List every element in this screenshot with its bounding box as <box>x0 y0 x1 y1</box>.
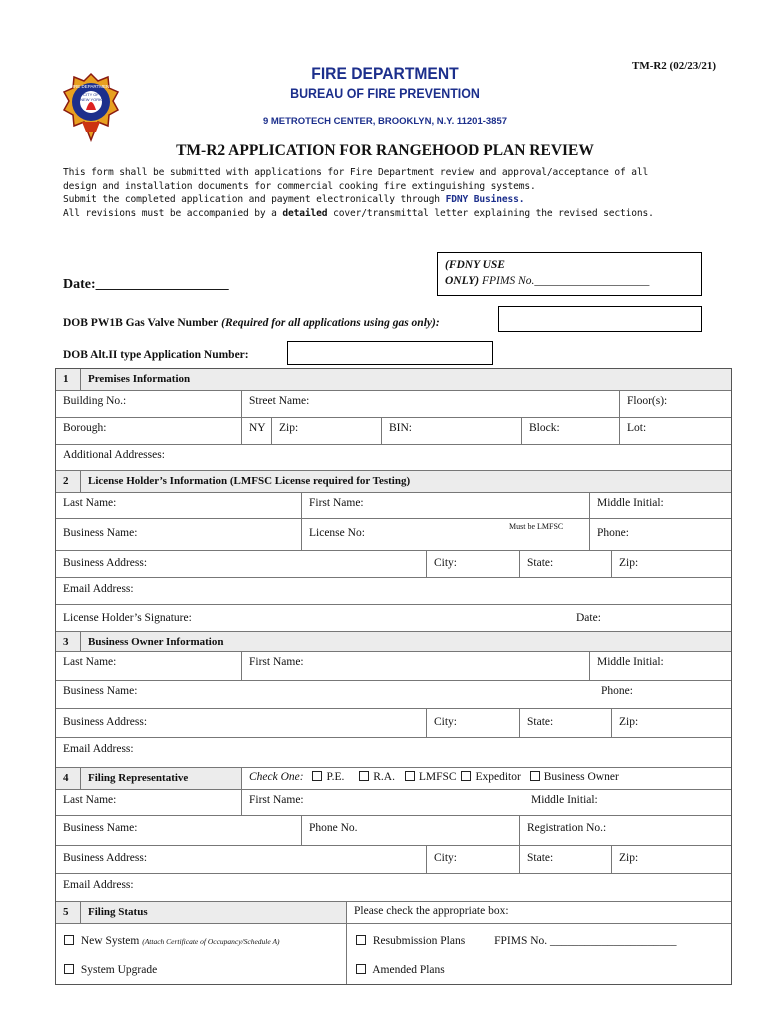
logo-text-ny: NEW YORK <box>80 97 102 102</box>
email-field[interactable]: Email Address: <box>63 743 134 755</box>
business-name-field[interactable]: Business Name: <box>63 527 138 539</box>
form-row <box>56 874 731 902</box>
section-3-header <box>56 632 731 652</box>
zip-field[interactable]: Zip: <box>611 551 731 577</box>
form-row <box>56 605 731 632</box>
date-field[interactable]: Date:___________________ <box>63 277 229 292</box>
signature-date-field[interactable]: Date: <box>576 612 601 624</box>
form-row <box>56 391 731 418</box>
section-title: License Holder’s Information (LMFSC License required for Testing) <box>80 471 416 492</box>
floors-field[interactable]: Floor(s): <box>619 391 731 417</box>
check-one-label: Check One: <box>249 771 304 783</box>
state-field[interactable]: State: <box>519 551 611 577</box>
section-title: Business Owner Information <box>80 632 229 651</box>
intro-line-3-text: Submit the completed application and payment electronically through <box>63 194 446 206</box>
section-number: 3 <box>63 636 69 648</box>
borough-field[interactable]: Borough: <box>63 422 107 434</box>
bureau-heading: BUREAU OF FIRE PREVENTION <box>290 86 480 101</box>
section-4-header <box>56 768 731 790</box>
email-field[interactable]: Email Address: <box>63 879 134 891</box>
section-number: 1 <box>63 373 69 385</box>
intro-line-3 <box>63 193 713 207</box>
middle-initial-field[interactable]: Middle Initial: <box>589 493 731 518</box>
city-field[interactable]: City: <box>426 709 519 737</box>
intro-line-4-post: cover/transmittal letter explaining the revised sections. <box>327 207 654 219</box>
form-row <box>56 681 731 709</box>
license-no-field[interactable] <box>301 519 589 550</box>
alt2-label: DOB Alt.II type Application Number: <box>63 349 249 361</box>
amended-option[interactable] <box>346 954 731 984</box>
email-field[interactable]: Email Address: <box>63 583 134 595</box>
fdny-only-label: ONLY) <box>445 275 480 287</box>
phone-field[interactable]: Phone: <box>589 519 731 550</box>
section-title: Filing Representative <box>80 768 241 789</box>
last-name-field[interactable]: Last Name: <box>63 656 117 668</box>
registration-no-field[interactable]: Registration No.: <box>519 816 731 845</box>
new-system-label: New System <box>80 935 140 947</box>
signature-field[interactable]: License Holder’s Signature: <box>63 612 192 624</box>
first-name-field[interactable]: First Name: <box>301 493 589 518</box>
business-name-field[interactable]: Business Name: <box>63 822 138 834</box>
zip-field[interactable]: Zip: <box>611 709 731 737</box>
checkbox-amended[interactable] <box>356 964 366 974</box>
form-row <box>56 816 731 846</box>
form-code: TM-R2 (02/23/21) <box>631 60 716 72</box>
form-row <box>56 578 731 605</box>
business-address-field[interactable]: Business Address: <box>63 852 148 864</box>
system-upgrade-option[interactable] <box>56 954 346 984</box>
gas-valve-input[interactable] <box>498 306 702 332</box>
option-business-owner-label: Business Owner <box>543 771 619 783</box>
section-5-header <box>56 902 731 924</box>
section-title: Premises Information <box>80 369 196 390</box>
form-row <box>56 493 731 519</box>
form-row <box>56 551 731 578</box>
filing-status-instruction: Please check the appropriate box: <box>346 902 731 923</box>
application-form <box>55 368 732 985</box>
middle-initial-field[interactable]: Middle Initial: <box>531 794 598 806</box>
checkbox-ra[interactable] <box>359 771 369 781</box>
amended-label: Amended Plans <box>372 964 445 976</box>
block-field[interactable]: Block: <box>521 418 619 444</box>
phone-field[interactable]: Phone: <box>601 685 633 697</box>
form-title: TM-R2 APPLICATION FOR RANGEHOOD PLAN REVIEW <box>176 142 594 159</box>
intro-line-4-pre: All revisions must be accompanied by a <box>63 207 283 219</box>
checkbox-business-owner[interactable] <box>530 771 540 781</box>
state-field[interactable]: State: <box>519 709 611 737</box>
business-address-field[interactable]: Business Address: <box>63 716 148 728</box>
intro-line-4 <box>63 207 713 221</box>
section-1-header <box>56 369 731 391</box>
filing-status-options <box>56 924 731 984</box>
checkbox-system-upgrade[interactable] <box>64 964 74 974</box>
logo-text-city: CITY OF <box>83 92 99 97</box>
middle-initial-field[interactable]: Middle Initial: <box>589 652 731 680</box>
gas-valve-note: (Required for all applications using gas only): <box>218 317 440 329</box>
gas-valve-label <box>63 317 440 329</box>
intro-line-1: This form shall be submitted with applications for Fire Department review and approval/acceptance of all <box>63 167 649 178</box>
license-note: Must be LMFSC <box>509 522 564 531</box>
representative-type-options <box>241 768 731 789</box>
logo-text-top: FIRE DEPARTMENT <box>69 84 113 89</box>
checkbox-new-system[interactable] <box>64 935 74 945</box>
zip-field[interactable]: Zip: <box>611 846 731 873</box>
bin-field[interactable]: BIN: <box>381 418 521 444</box>
form-row <box>56 790 731 816</box>
resubmission-option[interactable] <box>346 924 731 954</box>
city-field[interactable]: City: <box>426 846 519 873</box>
fdny-use-label: (FDNY USE <box>445 259 505 271</box>
system-upgrade-label: System Upgrade <box>80 964 158 976</box>
section-title: Filing Status <box>80 902 346 923</box>
department-heading: FIRE DEPARTMENT <box>311 64 459 83</box>
option-lmfsc-label: LMFSC <box>418 771 457 783</box>
form-row <box>56 445 731 471</box>
section-number: 4 <box>56 768 80 789</box>
street-name-field[interactable]: Street Name: <box>241 391 619 417</box>
first-name-field[interactable]: First Name: <box>241 652 589 680</box>
option-pe-label: P.E. <box>326 771 345 783</box>
section-number: 2 <box>63 475 69 487</box>
option-ra-label: R.A. <box>373 771 395 783</box>
phone-no-field[interactable]: Phone No. <box>301 816 519 845</box>
section-number: 5 <box>56 902 80 923</box>
intro-text <box>63 166 713 220</box>
license-no-label: License No: <box>309 527 365 539</box>
building-no-field[interactable]: Building No.: <box>63 395 127 407</box>
checkbox-resubmission[interactable] <box>356 935 366 945</box>
form-row <box>56 709 731 738</box>
checkbox-pe[interactable] <box>312 771 322 781</box>
additional-addresses-field[interactable]: Additional Addresses: <box>63 449 165 461</box>
resubmission-label: Resubmission Plans <box>372 935 466 947</box>
intro-line-4-bold: detailed <box>282 207 328 219</box>
fdny-use-box <box>437 252 702 296</box>
state-ny-label: NY <box>241 418 271 444</box>
business-name-field[interactable]: Business Name: <box>63 685 138 697</box>
new-system-note: (Attach Certificate of Occupancy/Schedule A) <box>142 937 280 946</box>
form-row <box>56 519 731 551</box>
form-row <box>56 846 731 874</box>
last-name-field[interactable]: Last Name: <box>63 497 117 509</box>
option-expeditor-label: Expeditor <box>475 771 521 783</box>
fpims-field[interactable]: FPIMS No. ______________________ <box>494 935 677 947</box>
intro-line-2: design and installation documents for commercial cooking fire extinguishing systems. <box>63 180 536 192</box>
checkbox-lmfsc[interactable] <box>405 771 415 781</box>
address-line: 9 METROTECH CENTER, BROOKLYN, N.Y. 11201-3857 <box>262 116 508 127</box>
business-address-field[interactable]: Business Address: <box>63 557 148 569</box>
section-2-header <box>56 471 731 493</box>
zip-field[interactable]: Zip: <box>271 418 381 444</box>
form-row <box>56 652 731 681</box>
first-name-field[interactable]: First Name: <box>241 790 521 815</box>
fpims-no-field[interactable]: FPIMS No.____________________ <box>479 275 650 287</box>
lot-field[interactable]: Lot: <box>619 418 731 444</box>
gas-valve-label-text: DOB PW1B Gas Valve Number <box>63 317 219 329</box>
alt2-input[interactable] <box>287 341 493 365</box>
last-name-field[interactable]: Last Name: <box>63 794 117 806</box>
fdny-business-link[interactable]: FDNY Business. <box>445 194 525 206</box>
form-row <box>56 738 731 768</box>
new-system-option[interactable] <box>56 924 346 954</box>
state-field[interactable]: State: <box>519 846 611 873</box>
form-row <box>56 418 731 445</box>
city-field[interactable]: City: <box>426 551 519 577</box>
checkbox-expeditor[interactable] <box>461 771 471 781</box>
